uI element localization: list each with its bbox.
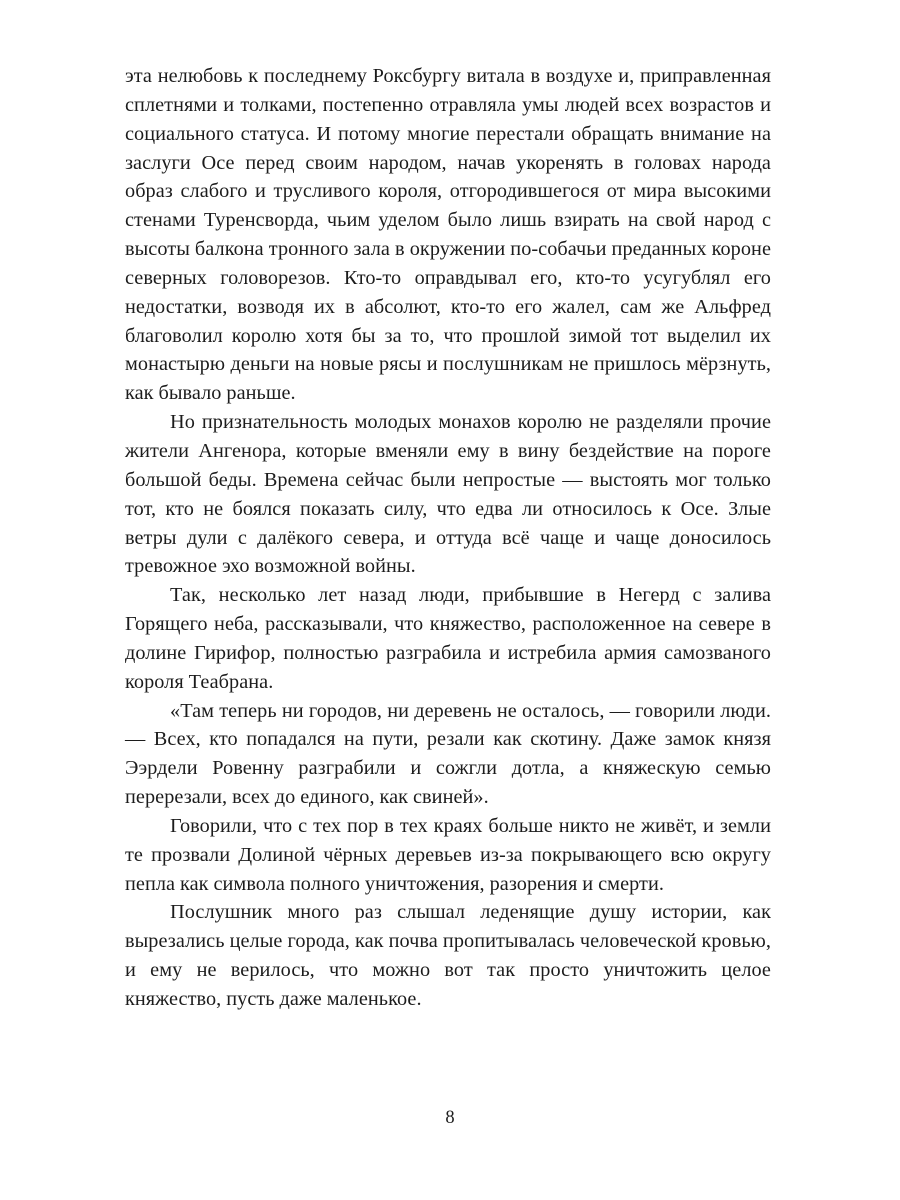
paragraph: Послушник много раз слышал леденящие душу истории, как вырезались целые города, как почва пропитывалась человеческой кровью, и ему не верилось, что можно вот так просто уничтожить целое княжество, пусть даже маленькое.: [125, 901, 771, 1010]
paragraph: Говорили, что с тех пор в тех краях больше никто не живёт, и земли те прозвали Долиной чёрных деревьев из-за покрывающего всю округу пепла как символа полного уничтожения, разорения и смерти.: [125, 814, 771, 895]
page-text-block: [125, 62, 771, 1014]
page-number: 8: [445, 1108, 455, 1128]
paragraph: «Там теперь ни городов, ни деревень не осталось, — говорили люди. — Всех, кто попадался на пути, резали как скотину. Даже замок князя Ээрдели Ровенну разграбили и сожгли дотла, а княжескую семью перерезали, всех до единого, как свиней».: [125, 699, 771, 809]
paragraph: эта нелюбовь к последнему Роксбургу витала в воздухе и, приправленная сплетнями и толками, постепенно отравляла умы людей всех возрастов и социального статуса. И потому многие перестали обращать внимание на заслуги Осе перед своим народом, начав укоренять в головах народа образ слабого и трусливого короля, отгородившегося от мира высокими стенами Туренсворда, чьим уделом было лишь взирать на свой народ с высоты балкона тронного зала в окружении по-собачьи преданных короне северных головорезов. Кто-то оправдывал его, кто-то усугублял его недостатки, возводя их в абсолют, кто-то его жалел, сам же Альфред благоволил королю хотя бы за то, что прошлой зимой тот выделил их монастырю деньги на новые рясы и послушникам не пришлось мёрзнуть, как бывало раньше.: [125, 65, 771, 405]
paragraph: Но признательность молодых монахов королю не разделяли прочие жители Ангенора, которые вменяли ему в вину бездействие на пороге большой беды. Времена сейчас были непростые — выстоять мог только тот, кто не боялся показать силу, что едва ли относилось к Осе. Злые ветры дули с далёкого севера, и оттуда всё чаще и чаще доносилось тревожное эхо возможной войны.: [125, 411, 771, 578]
paragraph: Так, несколько лет назад люди, прибывшие в Негерд с залива Горящего неба, рассказывали, что княжество, расположенное на севере в долине Гирифор, полностью разграбила и истребила армия самозваного короля Теабрана.: [125, 584, 771, 693]
